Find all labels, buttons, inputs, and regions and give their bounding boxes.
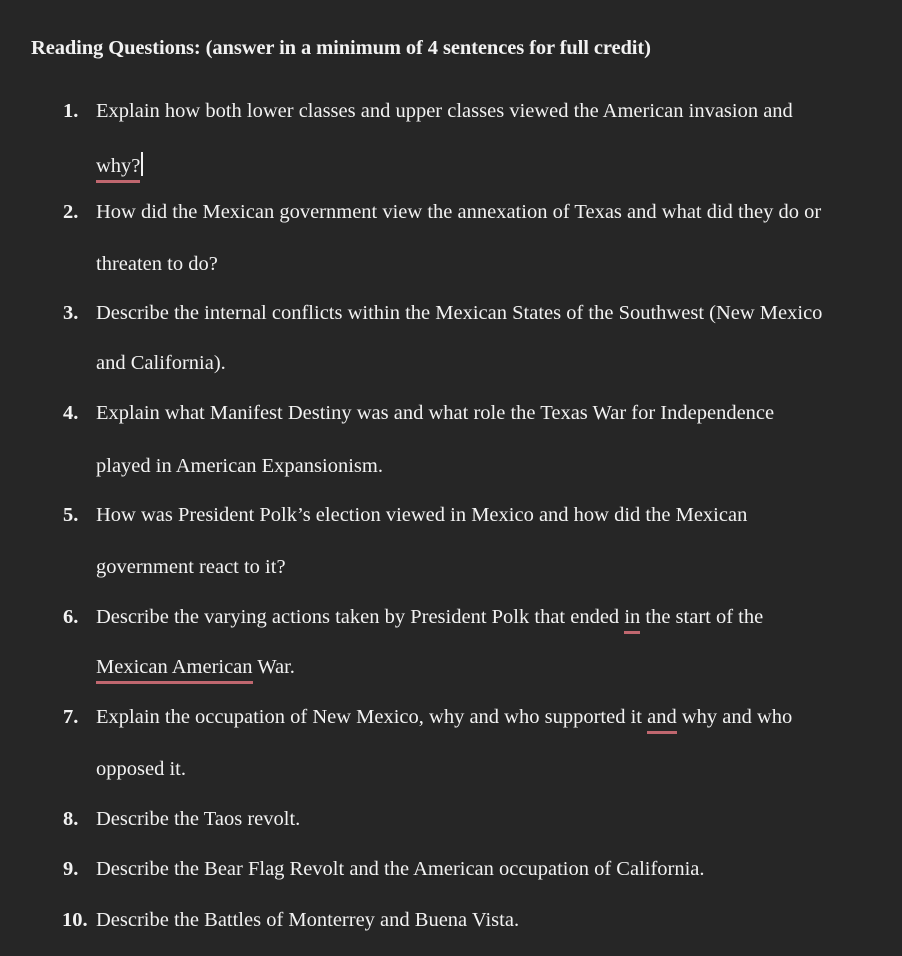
question-text-line1: Describe the internal conflicts within the Mexican States of the Southwest (New Mexico xyxy=(96,302,823,324)
question-number: 4. xyxy=(63,402,79,424)
question-text-line1: Describe the Bear Flag Revolt and the American occupation of California. xyxy=(96,858,705,880)
question-number: 1. xyxy=(63,100,79,122)
text-segment: Explain the occupation of New Mexico, why and who supported it xyxy=(96,706,648,728)
spellcheck-underline-word[interactable]: in xyxy=(624,606,641,628)
question-number: 6. xyxy=(63,606,79,628)
question-number: 3. xyxy=(63,302,79,324)
question-text-line1: Describe the Battles of Monterrey and Buena Vista. xyxy=(96,909,520,931)
spellcheck-underline-phrase[interactable]: Mexican American xyxy=(96,656,253,678)
text-segment: why and who xyxy=(676,706,793,728)
question-number: 9. xyxy=(63,858,79,880)
text-segment: the start of the xyxy=(640,606,764,628)
text-segment: Describe the varying actions taken by President Polk that ended xyxy=(96,606,625,628)
spellcheck-underline-word[interactable]: and xyxy=(647,706,677,728)
question-text-line2: played in American Expansionism. xyxy=(96,455,383,477)
question-text-line1: How was President Polk’s election viewed in Mexico and how did the Mexican xyxy=(96,504,748,526)
text-segment: War. xyxy=(252,656,295,678)
question-text-line1: Explain how both lower classes and upper classes viewed the American invasion and xyxy=(96,100,793,122)
text-cursor xyxy=(141,152,143,176)
question-number: 2. xyxy=(63,201,79,223)
question-text-line1 xyxy=(96,607,763,628)
question-text-line1: Explain what Manifest Destiny was and what role the Texas War for Independence xyxy=(96,402,775,424)
question-text-line1 xyxy=(96,707,792,728)
question-number: 5. xyxy=(63,504,79,526)
question-text-line2[interactable] xyxy=(96,152,143,177)
question-number: 7. xyxy=(63,706,79,728)
question-number: 8. xyxy=(63,808,79,830)
question-text-line2: and California). xyxy=(96,352,226,374)
question-text-line2: threaten to do? xyxy=(96,253,218,275)
question-text-line2: government react to it? xyxy=(96,556,286,578)
question-text-line2: opposed it. xyxy=(96,758,186,780)
question-text-line1: How did the Mexican government view the annexation of Texas and what did they do or xyxy=(96,201,822,223)
spellcheck-underline-word[interactable]: why? xyxy=(96,155,141,177)
question-number: 10. xyxy=(62,909,88,931)
question-text-line2 xyxy=(96,657,295,678)
question-text-line1: Describe the Taos revolt. xyxy=(96,808,301,830)
page-heading: Reading Questions: (answer in a minimum of 4 sentences for full credit) xyxy=(31,37,651,59)
